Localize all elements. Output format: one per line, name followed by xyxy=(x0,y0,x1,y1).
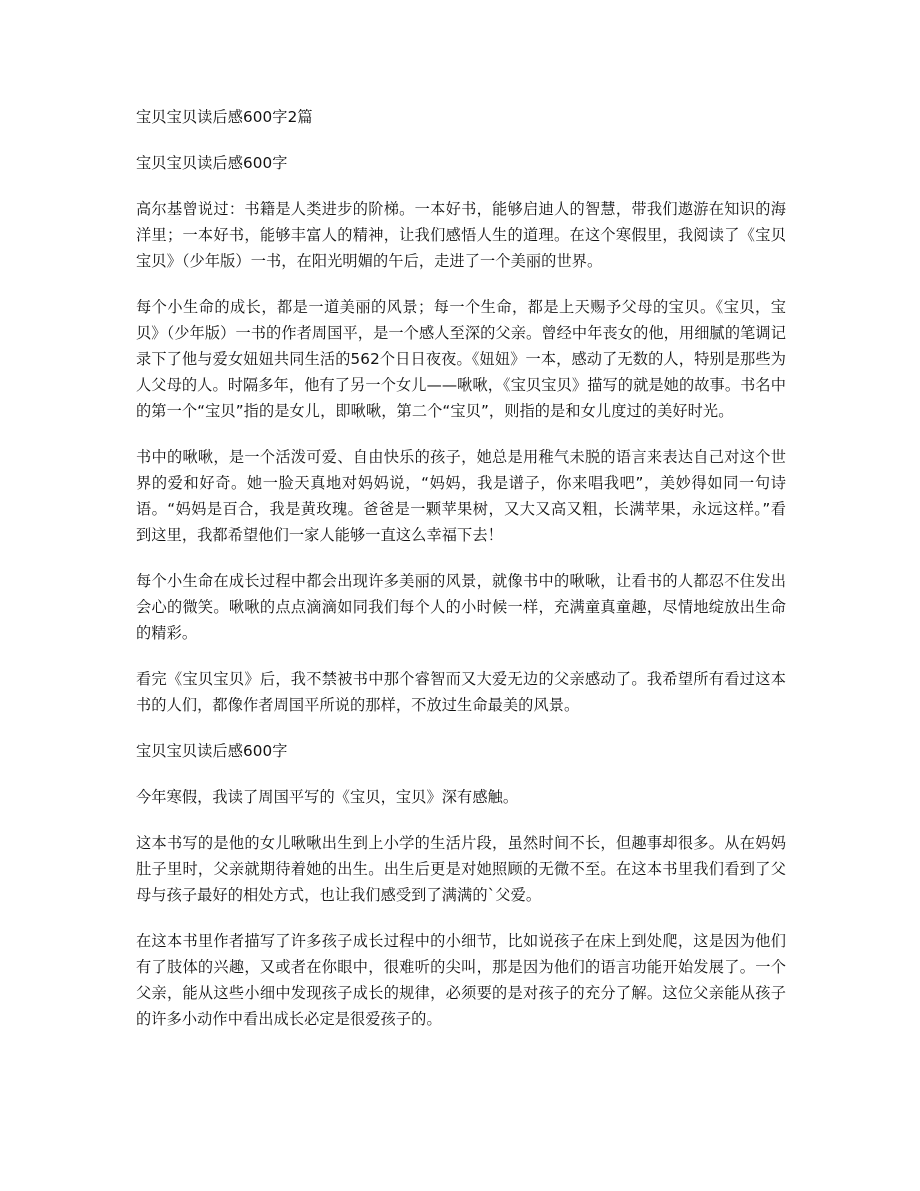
paragraph: 每个小生命的成长，都是一道美丽的风景；每一个生命，都是上天赐予父母的宝贝。《宝贝，宝贝》（少年版）一书的作者周国平，是一个感人至深的父亲。曾经中年丧女的他，用细腻的笔调记录下了他与爱女妞妞共同生活的562个日日夜夜。《妞妞》一本，感动了无数的人，特别是那些为人父母的人。时隔多年，他有了另一个女儿——啾啾，《宝贝宝贝》描写的就是她的故事。书名中的第一个“宝贝”指的是女儿，即啾啾，第二个“宝贝”，则指的是和女儿度过的美好时光。 xyxy=(136,298,786,420)
paragraph: 看完《宝贝宝贝》后，我不禁被书中那个睿智而又大爱无边的父亲感动了。我希望所有看过这本书的人们，都像作者周国平所说的那样，不放过生命最美的风景。 xyxy=(136,670,786,714)
paragraph: 在这本书里作者描写了许多孩子成长过程中的小细节，比如说孩子在床上到处爬，这是因为他们有了肢体的兴趣，又或者在你眼中，很难听的尖叫，那是因为他们的语言功能开始发展了。一个父亲，能从这些小细中发现孩子成长的规律，必须要的是对孩子的充分了解。这位父亲能从孩子的许多小动作中看出成长必定是很爱孩子的。 xyxy=(136,932,786,1028)
document-page xyxy=(136,104,786,1052)
section-heading: 宝贝宝贝读后感600字 xyxy=(136,154,288,172)
paragraph: 每个小生命在成长过程中都会出现许多美丽的风景，就像书中的啾啾，让看书的人都忍不住发出会心的微笑。啾啾的点点滴滴如同我们每个人的小时候一样，充满童真童趣，尽情地绽放出生命的精彩。 xyxy=(136,572,786,642)
paragraph: 今年寒假，我读了周国平写的《宝贝，宝贝》深有感触。 xyxy=(136,788,519,806)
document-title: 宝贝宝贝读后感600字2篇 xyxy=(136,108,313,126)
paragraph: 高尔基曾说过：书籍是人类进步的阶梯。一本好书，能够启迪人的智慧，带我们遨游在知识的海洋里；一本好书，能够丰富人的精神，让我们感悟人生的道理。在这个寒假里，我阅读了《宝贝宝贝》（少年版）一书，在阳光明媚的午后，走进了一个美丽的世界。 xyxy=(136,200,786,270)
paragraph: 这本书写的是他的女儿啾啾出生到上小学的生活片段，虽然时间不长，但趣事却很多。从在妈妈肚子里时，父亲就期待着她的出生。出生后更是对她照顾的无微不至。在这本书里我们看到了父母与孩子最好的相处方式，也让我们感受到了满满的`父爱。 xyxy=(136,834,786,904)
section-heading: 宝贝宝贝读后感600字 xyxy=(136,742,288,760)
paragraph: 书中的啾啾，是一个活泼可爱、自由快乐的孩子，她总是用稚气未脱的语言来表达自己对这个世界的爱和好奇。她一脸天真地对妈妈说，“妈妈，我是谱子，你来唱我吧”，美妙得如同一句诗语。“妈妈是百合，我是黄玫瑰。爸爸是一颗苹果树，又大又高又粗，长满苹果，永远这样。”看到这里，我都希望他们一家人能够一直这么幸福下去！ xyxy=(136,448,786,544)
